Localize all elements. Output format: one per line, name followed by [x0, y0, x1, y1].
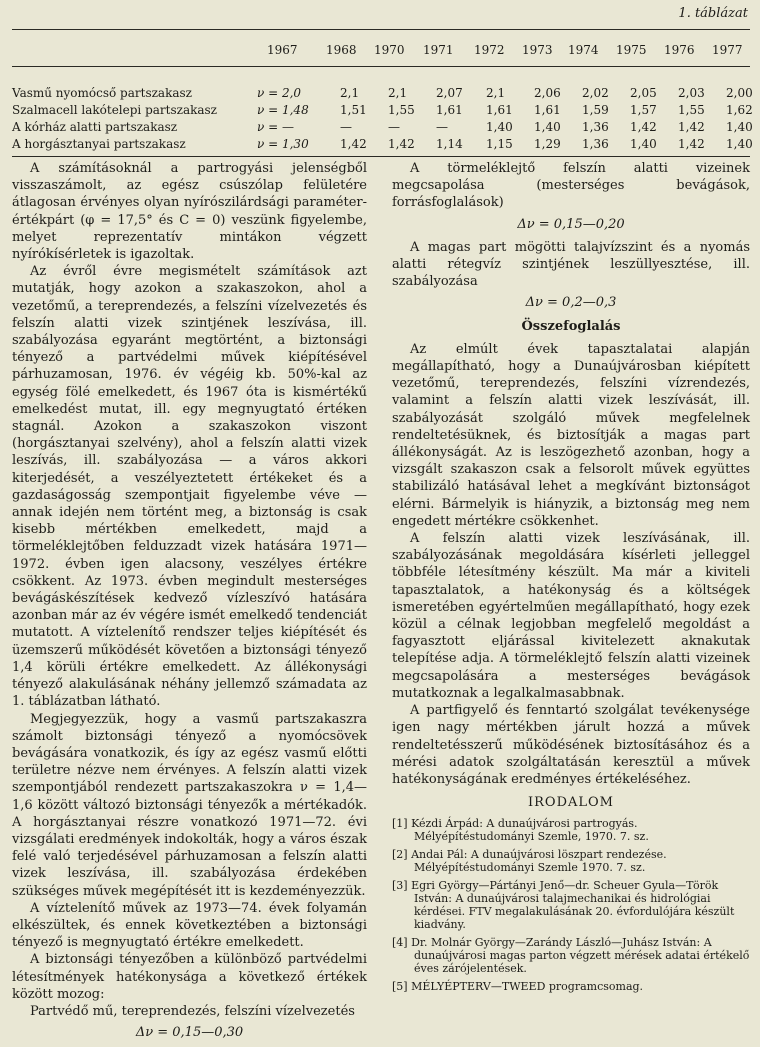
row-label: A horgásztanyai partszakasz	[12, 137, 186, 151]
year-1973: 1973	[522, 43, 553, 57]
cell: 1,51	[340, 103, 367, 117]
paragraph: A számításoknál a partrogyási jelenségből visszaszámolt, az egész csúszólap felületére átlagosan érvényes olyan nyírószilárdsági paraméter-értékpárt (φ = 17,5° és C = 0) veszünk figyelembe, melyet reprezentatív mintákon végzett nyírókísérletek is igazoltak.	[12, 161, 367, 263]
cell: —	[436, 120, 448, 134]
cell: 1,55	[388, 103, 415, 117]
year-1975: 1975	[616, 43, 647, 57]
row-label: A kórház alatti partszakasz	[12, 120, 178, 134]
row-label: Vasmű nyomócső partszakasz	[12, 86, 192, 100]
table-row	[12, 103, 753, 120]
cell: —	[340, 120, 352, 134]
cell: 1,40	[630, 137, 657, 151]
formula: Δν = 0,15—0,20	[517, 216, 625, 232]
year-1972: 1972	[474, 43, 505, 57]
year-1971: 1971	[423, 43, 454, 57]
reference-item: [5] MÉLYÉPTERV—TWEED programcsomag.	[392, 980, 644, 994]
cell: 1,36	[582, 120, 609, 134]
formula: Δν = 0,15—0,30	[135, 1025, 244, 1041]
row-symbol: ν = 2,0	[257, 86, 302, 100]
table-bottom-rule	[12, 156, 750, 157]
reference-item: [2] Andai Pál: A dunaújvárosi löszpart rendezése. Mélyépítéstudományi Szemle 1970. 7. sz.	[392, 848, 667, 875]
cell: 1,29	[534, 137, 561, 151]
table-top-rule	[12, 29, 750, 30]
cell: 1,40	[534, 120, 561, 134]
cell: —	[388, 120, 400, 134]
cell: 2,06	[534, 86, 561, 100]
cell: 1,36	[582, 137, 609, 151]
paragraph: A víztelenítő művek az 1973—74. évek folyamán elkészültek, és ennek következtében a biztonsági tényező is megnyugtató értékre emelkedett.	[12, 900, 367, 951]
cell: 2,05	[630, 86, 657, 100]
table-header-rule	[12, 66, 750, 67]
cell: 1,62	[726, 103, 753, 117]
paragraph: Az elmúlt évek tapasztalatai alapján megállapítható, hogy a Dunaújvárosban kiépített vezetőmű, tereprendezés, felszíni vízrendezés, valamint a felszín alatti vizek leszívását, ill. szabályozását szolgáló művek megfelelnek rendeltetésüknek, és biztosítják a magas part állékonyságát. Az is leszögezhető azonban, hogy a vizsgált szakaszon csak a felsorolt művek együttes stabilizáló hatásával lehet a megkívánt biztonságot elérni. Bármelyik is hiányzik, a biztonság meg nem engedett mértékre csökkenhet.	[392, 341, 750, 529]
cell: 2,03	[678, 86, 705, 100]
paragraph: A törmeléklejtő felszín alatti vizeinek megcsapolása (mesterséges bevágások, forrásfoglalások)	[392, 161, 750, 211]
right-column	[392, 160, 750, 998]
paragraph: Megjegyezzük, hogy a vasmű partszakaszra számolt biztonsági tényező a nyomócsövek bevágására vonatkozik, és így az egész vasmű előtti területre nézve nem érvényes. A felszín alatti vizek szempontjából rendezett partszakaszokra ν = 1,4—1,6 között változó biztonsági tényezők a mértékadók. A horgásztanyai részre vonatkozó 1971—72. évi vizsgálati eredmények indokolták, hogy a város észak felé való terjedésével párhuzamosan a felszín alatti vizek leszívása, ill. szabályozása érdekében szükséges művek megépítését itt is kezdeményezzük.	[12, 711, 367, 899]
cell: 2,1	[388, 86, 408, 100]
left-column	[12, 160, 367, 1047]
year-1977: 1977	[712, 43, 743, 57]
reference-item: [4] Dr. Molnár György—Zarándy László—Juhász István: A dunaújvárosi magas parton végzett mérések adatai értékelő éves zárójelentések.	[392, 936, 750, 976]
paragraph: A biztonsági tényezőben a különböző partvédelmi létesítmények hatékonysága a következő értékek között mozog:	[12, 952, 367, 1002]
row-symbol: ν = —	[257, 120, 294, 134]
paragraph: Az évről évre megismételt számítások azt mutatják, hogy azokon a szakaszokon, ahol a vezetőmű, a tereprendezés, a felszíni vízelvezetés és felszín alatti vizek szintjének leszívása, ill. szabályozása egyaránt megtörtént, a biztonsági tényező a partvédelmi művek kiépítésével párhuzamosan, 1976. év végéig kb. 50%-kal az egység fölé emelkedett, és 1967 óta is kismértékű emelkedést mutat, ill. egy megnyugtató értéken stagnál. Azokon a szakaszokon viszont (horgásztanyai szelvény), ahol a felszín alatti vizek leszívás, ill. szabályozása — a város akkori kiterjedését, a veszélyeztetett értékeket és a gazdaságosság szempontjait figyelembe véve — annak idején nem történt meg, a biztonság is csak kisebb mértékben emelkedett, majd a törmeléklejtőben felduzzadt vizek hatására 1971—1972. évben igen alacsony, veszélyes értékre csökkent. Az 1973. évben megindult mesterséges bevágáskészítések kedvező vízleszívó hatására azonban már az év végére ismét emelkedő tendenciát mutatott. A víztelenítő rendszer teljes kiépítését és üzemszerű működését követően a biztonsági tényező 1,4 körüli értékre emelkedett. Az állékonysági tényező alakulásának néhány jellemző számadata az 1. táblázatban látható.	[12, 264, 367, 710]
cell: 1,42	[678, 137, 705, 151]
formula: Δν = 0,2—0,3	[525, 295, 617, 311]
cell: 1,15	[486, 137, 513, 151]
cell: 2,02	[582, 86, 609, 100]
cell: 1,61	[486, 103, 513, 117]
cell: 1,40	[486, 120, 513, 134]
cell: 2,07	[436, 86, 463, 100]
row-symbol: ν = 1,30	[257, 137, 309, 151]
cell: 2,00	[726, 86, 753, 100]
paragraph: A felszín alatti vizek leszívásának, ill. szabályozásának megoldására kísérleti jelleggel többféle létesítmény készült. Ma már a kiviteli tapasztalatok, a hatékonyság és a költségek ismeretében egyértelműen megállapítható, hogy ezek közül a célnak legjobban megfelelő megoldást a fagyasztott eljárással kivitelezett aknakutak telepítése adja. A törmeléklejtő felszín alatti vizeinek megcsapolására a mesterséges bevágások mutatkoznak a legalkalmasabbnak.	[392, 531, 750, 701]
year-1968: 1968	[326, 43, 357, 57]
table-caption: 1. táblázat	[678, 6, 748, 21]
cell: 2,1	[486, 86, 506, 100]
paragraph: Partvédő mű, tereprendezés, felszíni vízelvezetés	[30, 1003, 355, 1019]
section-heading: Összefoglalás	[521, 318, 621, 334]
cell: 1,42	[678, 120, 705, 134]
row-symbol: ν = 1,48	[257, 103, 309, 117]
reference-item: [1] Kézdi Árpád: A dunaújvárosi partrogyás. Mélyépítéstudományi Szemle, 1970. 7. sz.	[392, 817, 649, 844]
cell: 1,59	[582, 103, 609, 117]
year-1976: 1976	[664, 43, 695, 57]
paragraph: A magas part mögötti talajvízszint és a nyomás alatti rétegvíz szintjének leszüllyesztése, ill. szabályozása	[392, 239, 750, 290]
cell: 1,42	[630, 120, 657, 134]
cell: 1,55	[678, 103, 705, 117]
cell: 1,14	[436, 137, 463, 151]
references-heading: IRODALOM	[528, 795, 614, 811]
paragraph: A partfigyelő és fenntartó szolgálat tevékenysége igen nagy mértékben járult hozzá a művek rendeltetésszerű működésének biztosításához és a mérési adatok szolgáltatásán keresztül a művek hatékonyságának eredményes értékeléséhez.	[392, 703, 750, 787]
year-1974: 1974	[568, 43, 599, 57]
table-row	[12, 120, 753, 137]
year-1967: 1967	[267, 43, 298, 57]
cell: 1,57	[630, 103, 657, 117]
cell: 1,40	[726, 137, 753, 151]
cell: 1,61	[534, 103, 561, 117]
cell: 1,42	[340, 137, 367, 151]
row-label: Szalmacell lakótelepi partszakasz	[12, 103, 218, 117]
year-1970: 1970	[374, 43, 405, 57]
table-row	[12, 137, 753, 154]
cell: 2,1	[340, 86, 360, 100]
reference-item: [3] Egri György—Pártányi Jenő—dr. Scheuer Gyula—Török István: A dunaújvárosi talajmechanikai és hidrológiai kérdései. FTV megalakulásának 20. évfordulójára készült kiadvány.	[392, 879, 735, 932]
cell: 1,61	[436, 103, 463, 117]
cell: 1,40	[726, 120, 753, 134]
cell: 1,42	[388, 137, 415, 151]
table-row	[12, 86, 753, 103]
